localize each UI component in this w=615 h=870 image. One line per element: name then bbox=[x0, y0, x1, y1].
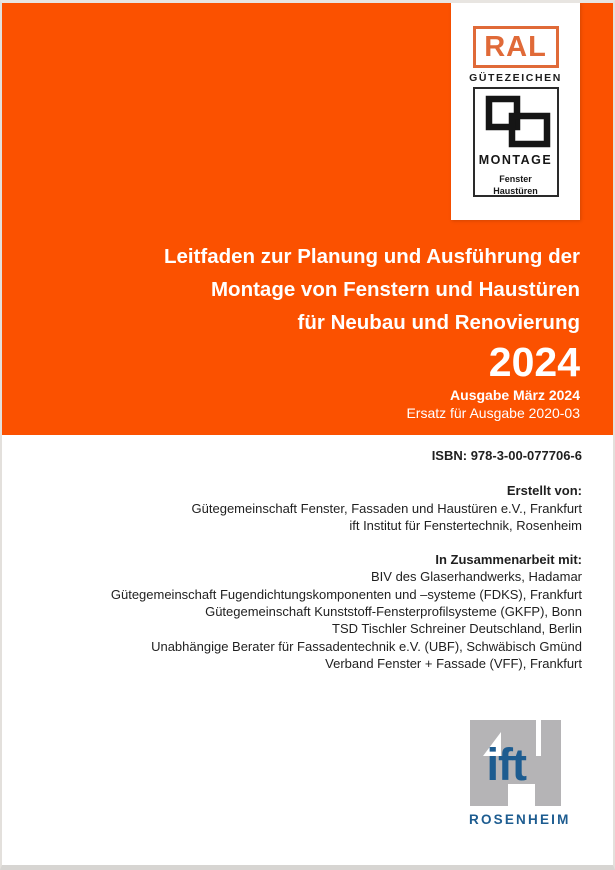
isbn-line: ISBN: 978-3-00-077706-6 bbox=[431, 448, 582, 463]
credits-block bbox=[111, 447, 582, 672]
ift-logo-mark-icon bbox=[470, 720, 561, 806]
created-by-line: ift Institut für Fenstertechnik, Rosenheim bbox=[349, 517, 582, 533]
cooperation-line: Gütegemeinschaft Kunststoff-Fensterprofilsysteme (GKFP), Bonn bbox=[205, 604, 582, 620]
guetezeichen-label: GÜTEZEICHEN bbox=[469, 72, 562, 84]
montage-seal-sub1: Fenster bbox=[499, 173, 532, 184]
interlocking-squares-icon bbox=[477, 93, 555, 149]
title-line-1: Leitfaden zur Planung und Ausführung der bbox=[163, 245, 580, 268]
ift-logo-text: ift bbox=[486, 739, 526, 790]
cooperation-label: In Zusammenarbeit mit: bbox=[435, 552, 582, 568]
cooperation-line: Gütegemeinschaft Fugendichtungskomponenten und –systeme (FDKS), Frankfurt bbox=[110, 586, 582, 602]
montage-seal-sub2: Haustüren bbox=[493, 185, 538, 196]
ral-guetezeichen-badge bbox=[451, 3, 580, 220]
ift-logo-subtext: ROSENHEIM bbox=[469, 812, 571, 827]
montage-seal bbox=[473, 87, 559, 197]
montage-seal-label: MONTAGE bbox=[478, 153, 553, 167]
edition-year: 2024 bbox=[488, 339, 580, 385]
cooperation-line: Verband Fenster + Fassade (VFF), Frankfurt bbox=[325, 655, 582, 671]
title-line-2: Montage von Fenstern und Haustüren bbox=[210, 278, 580, 301]
replaces-note: Ersatz für Ausgabe 2020-03 bbox=[406, 405, 580, 421]
title-line-3: für Neubau und Renovierung bbox=[297, 311, 580, 334]
ral-logo-text: RAL bbox=[484, 30, 547, 63]
edition-date: Ausgabe März 2024 bbox=[450, 387, 580, 403]
title-block bbox=[164, 240, 580, 422]
cooperation-line: BIV des Glaserhandwerks, Hadamar bbox=[371, 569, 582, 585]
cooperation-line: TSD Tischler Schreiner Deutschland, Berlin bbox=[332, 621, 582, 637]
created-by-label: Erstellt von: bbox=[506, 483, 582, 499]
ral-logo bbox=[473, 26, 559, 68]
created-by-line: Gütegemeinschaft Fenster, Fassaden und Haustüren e.V., Frankfurt bbox=[191, 500, 582, 516]
ift-rosenheim-logo bbox=[469, 720, 571, 827]
cooperation-line: Unabhängige Berater für Fassadentechnik e.V. (UBF), Schwäbisch Gmünd bbox=[151, 638, 582, 654]
